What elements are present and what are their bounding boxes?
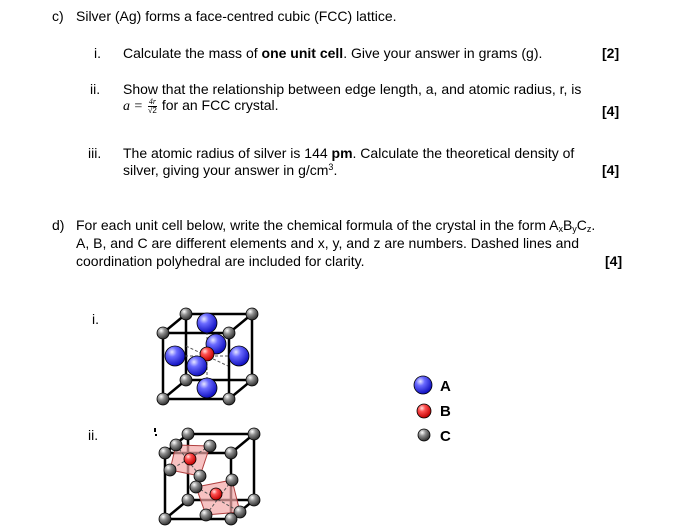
c-atom: [223, 327, 235, 339]
c-atom: [182, 428, 194, 440]
c-atom: [164, 464, 176, 476]
c-atom: [225, 447, 237, 459]
question-c-iii-line1: The atomic radius of silver is 144 pm. Calculate the theoretical density of: [123, 145, 575, 161]
c-atom: [204, 440, 216, 452]
equation-lhs: a =: [123, 99, 143, 114]
c-atom: [194, 470, 206, 482]
c-atom: [223, 393, 235, 405]
part-c-intro: Silver (Ag) forms a face-centred cubic (FCC) lattice.: [76, 8, 397, 24]
c-atom: [159, 447, 171, 459]
question-c-iii-marks: [4]: [602, 162, 620, 178]
c-atom: [157, 327, 169, 339]
legend-a-label: A: [440, 378, 451, 395]
c-atom: [226, 474, 238, 486]
c-atom: [225, 513, 237, 525]
question-c-i-text: Calculate the mass of one unit cell. Give your answer in grams (g).: [123, 45, 543, 61]
question-c-i-number: i.: [94, 45, 101, 61]
a-atom: [165, 346, 185, 366]
cell-i-label: i.: [92, 311, 99, 327]
legend: [414, 376, 432, 441]
a-atom: [197, 313, 217, 333]
b-atom: [210, 488, 222, 500]
legend-b-label: B: [440, 403, 451, 420]
stray-mark: [154, 428, 157, 436]
part-d-line3: coordination polyhedral are included for clarity.: [76, 253, 365, 269]
c-atom: [248, 494, 260, 506]
part-d-marks: [4]: [605, 253, 623, 269]
part-d-line2: A, B, and C are different elements and x, y, and z are numbers. Dashed lines and: [76, 235, 579, 251]
c-atom: [157, 393, 169, 405]
c-atom: [246, 308, 258, 320]
c-atom: [200, 509, 212, 521]
question-c-ii-number: ii.: [90, 81, 101, 97]
c-atom: [159, 513, 171, 525]
question-c-i-marks: [2]: [602, 45, 620, 61]
legend-c-label: C: [440, 428, 451, 445]
a-atom: [229, 346, 249, 366]
c-atom: [248, 428, 260, 440]
c-atom: [246, 374, 258, 386]
c-atom: [180, 308, 192, 320]
c-atom: [182, 494, 194, 506]
question-c-ii-line1: Show that the relationship between edge length, a, and atomic radius, r, is: [123, 81, 582, 97]
legend-a-swatch: [414, 376, 432, 394]
a-atom: [197, 378, 217, 398]
cell-ii-label: ii.: [88, 427, 99, 443]
a-atom: [187, 356, 207, 376]
part-d-line1: For each unit cell below, write the chemical formula of the crystal in the form $A_xB_yC_z$.: [76, 217, 596, 234]
c-atom: [180, 374, 192, 386]
part-d-label: d): [52, 217, 65, 233]
question-c-ii-line2: a = $\frac{4r}{√2}$ for an FCC crystal.: [123, 96, 279, 115]
equation-fraction: $\frac{4r}{√2}$: [147, 96, 157, 115]
c-atom: [190, 481, 202, 493]
part-c-label: c): [52, 8, 64, 24]
legend-b-swatch: [417, 404, 431, 418]
question-c-iii-line2: silver, giving your answer in $g/cm^3$.: [123, 162, 338, 178]
b-atom: [184, 453, 196, 465]
c-atom: [170, 439, 182, 451]
legend-c-swatch: [418, 429, 430, 441]
question-c-iii-number: iii.: [88, 145, 102, 161]
question-c-ii-marks: [4]: [602, 103, 620, 119]
